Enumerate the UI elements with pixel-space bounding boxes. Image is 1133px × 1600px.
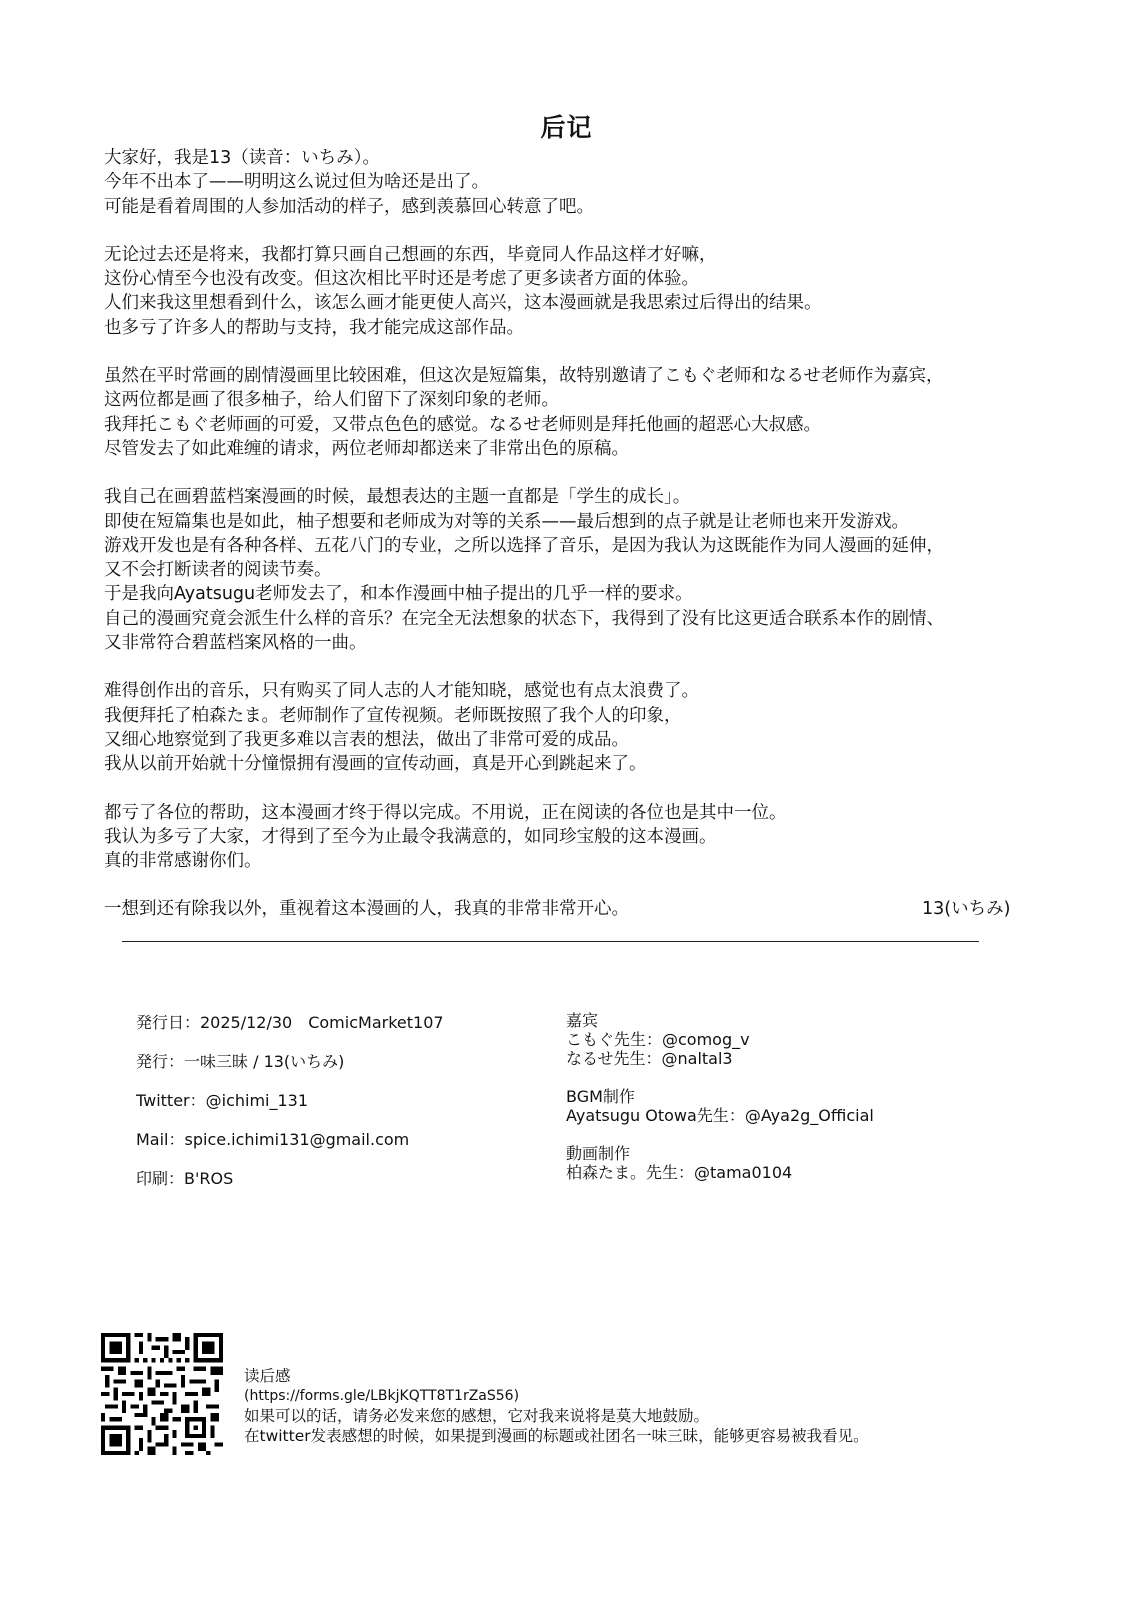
text-line: 自己的漫画究竟会派生什么样的音乐？在完全无法想象的状态下，我得到了没有比这更适合联系本作的剧情、 <box>104 608 944 629</box>
text-line: 大家好，我是13（读音：いちみ）。 <box>104 148 381 168</box>
paragraph-1 <box>104 146 1044 219</box>
text-line: 都亏了各位的帮助，这本漫画才终于得以完成。不用说，正在阅读的各位也是其中一位。 <box>104 802 787 823</box>
text-line: 又细心地察觉到了我更多难以言表的想法，做出了非常可爱的成品。 <box>104 729 629 750</box>
credit-group-video <box>566 1144 874 1182</box>
text-line: 又非常符合碧蓝档案风格的一曲。 <box>104 633 367 654</box>
paragraph-3 <box>104 364 1044 461</box>
feedback-section <box>244 1366 869 1446</box>
feedback-twitter-note: 在twitter发表感想的时候，如果提到漫画的标题或社团名一味三昧，能够更容易被我看见。 <box>244 1427 869 1445</box>
credit-heading: BGM制作 <box>566 1087 635 1106</box>
credit-entry: Ayatsugu Otowa先生：@Aya2g_Official <box>566 1106 874 1125</box>
text-line: 真的非常感谢你们。 <box>104 851 262 872</box>
text-line: 游戏开发也是有各种各样、五花八门的专业，之所以选择了音乐，是因为我认为这既能作为同人漫画的延伸， <box>104 535 944 556</box>
text-line: 我便拜托了柏森たま。老师制作了宣传视频。老师既按照了我个人的印象， <box>104 705 682 726</box>
page-title: 后记 <box>540 113 593 142</box>
publisher: 発行：一味三昧 / 13(いちみ) <box>136 1052 345 1071</box>
text-line: 这两位都是画了很多柚子，给人们留下了深刻印象的老师。 <box>104 390 559 411</box>
text-line: 也多亏了许多人的帮助与支持，我才能完成这部作品。 <box>104 317 524 338</box>
credit-group-bgm <box>566 1087 874 1125</box>
afterword-body <box>104 146 1044 922</box>
author-signature: 13(いちみ) <box>922 899 1011 920</box>
text-line: 今年不出本了——明明这么说过但为啥还是出了。 <box>104 172 489 193</box>
qr-code-icon[interactable] <box>101 1333 223 1455</box>
paragraph-5 <box>104 679 1044 776</box>
text-line: 我拜托こもぐ老师画的可爱，又带点色色的感觉。なるせ老师则是拜托他画的超恶心大叔感。 <box>104 414 821 435</box>
text-line: 我自己在画碧蓝档案漫画的时候，最想表达的主题一直都是「学生的成长」。 <box>104 487 691 508</box>
section-divider <box>122 941 979 942</box>
text-line: 人们来我这里想看到什么，该怎么画才能更使人高兴，这本漫画就是我思索过后得出的结果。 <box>104 293 822 314</box>
closing-line <box>104 897 1044 921</box>
credit-group-guests <box>566 1011 874 1068</box>
text-line: 这份心情至今也没有改变。但这次相比平时还是考虑了更多读者方面的体验。 <box>104 269 699 290</box>
feedback-request: 如果可以的话，请务必发来您的感想，它对我来说将是莫大地鼓励。 <box>244 1407 710 1425</box>
text-line: 尽管发去了如此难缠的请求，两位老师却都送来了非常出色的原稿。 <box>104 438 629 459</box>
credit-heading: 嘉宾 <box>566 1011 599 1030</box>
paragraph-6 <box>104 801 1044 874</box>
credit-entry: こもぐ先生：@comog_v <box>566 1030 750 1049</box>
closing-text: 一想到还有除我以外，重视着这本漫画的人，我真的非常非常开心。 <box>104 899 629 920</box>
twitter-handle: Twitter：@ichimi_131 <box>136 1091 309 1110</box>
credit-entry: 柏森たま。先生：@tama0104 <box>566 1163 793 1182</box>
paragraph-2 <box>104 243 1044 340</box>
feedback-heading: 读后感 <box>244 1367 291 1385</box>
text-line: 难得创作出的音乐，只有购买了同人志的人才能知晓，感觉也有点太浪费了。 <box>104 681 699 702</box>
credit-heading: 動画制作 <box>566 1144 631 1163</box>
text-line: 可能是看着周围的人参加活动的样子，感到羡慕回心转意了吧。 <box>104 196 594 217</box>
credits <box>566 1011 874 1201</box>
text-line: 我从以前开始就十分憧憬拥有漫画的宣传动画，真是开心到跳起来了。 <box>104 754 647 775</box>
text-line: 又不会打断读者的阅读节奏。 <box>104 560 332 581</box>
text-line: 我认为多亏了大家，才得到了至今为止最令我满意的，如同珍宝般的这本漫画。 <box>104 826 717 847</box>
text-line: 无论过去还是将来，我都打算只画自己想画的东西，毕竟同人作品这样才好嘛， <box>104 244 717 265</box>
printer: 印刷：B'ROS <box>136 1169 234 1188</box>
colophon <box>136 1013 444 1208</box>
text-line: 即使在短篇集也是如此，柚子想要和老师成为对等的关系——最后想到的点子就是让老师也来开发游戏。 <box>104 511 909 532</box>
text-line: 虽然在平时常画的剧情漫画里比较困难，但这次是短篇集，故特别邀请了こもぐ老师和なるせ老师作为嘉宾， <box>104 366 944 387</box>
credit-entry: なるせ先生：@naltal3 <box>566 1049 733 1068</box>
mail-address: Mail：spice.ichimi131@gmail.com <box>136 1130 410 1149</box>
text-line: 于是我向Ayatsugu老师发去了，和本作漫画中柚子提出的几乎一样的要求。 <box>104 584 693 605</box>
feedback-form-link[interactable]: (https://forms.gle/LBkjKQTT8T1rZaS56) <box>244 1388 520 1404</box>
publish-date: 発行日：2025/12/30 ComicMarket107 <box>136 1013 444 1032</box>
paragraph-4 <box>104 485 1044 655</box>
